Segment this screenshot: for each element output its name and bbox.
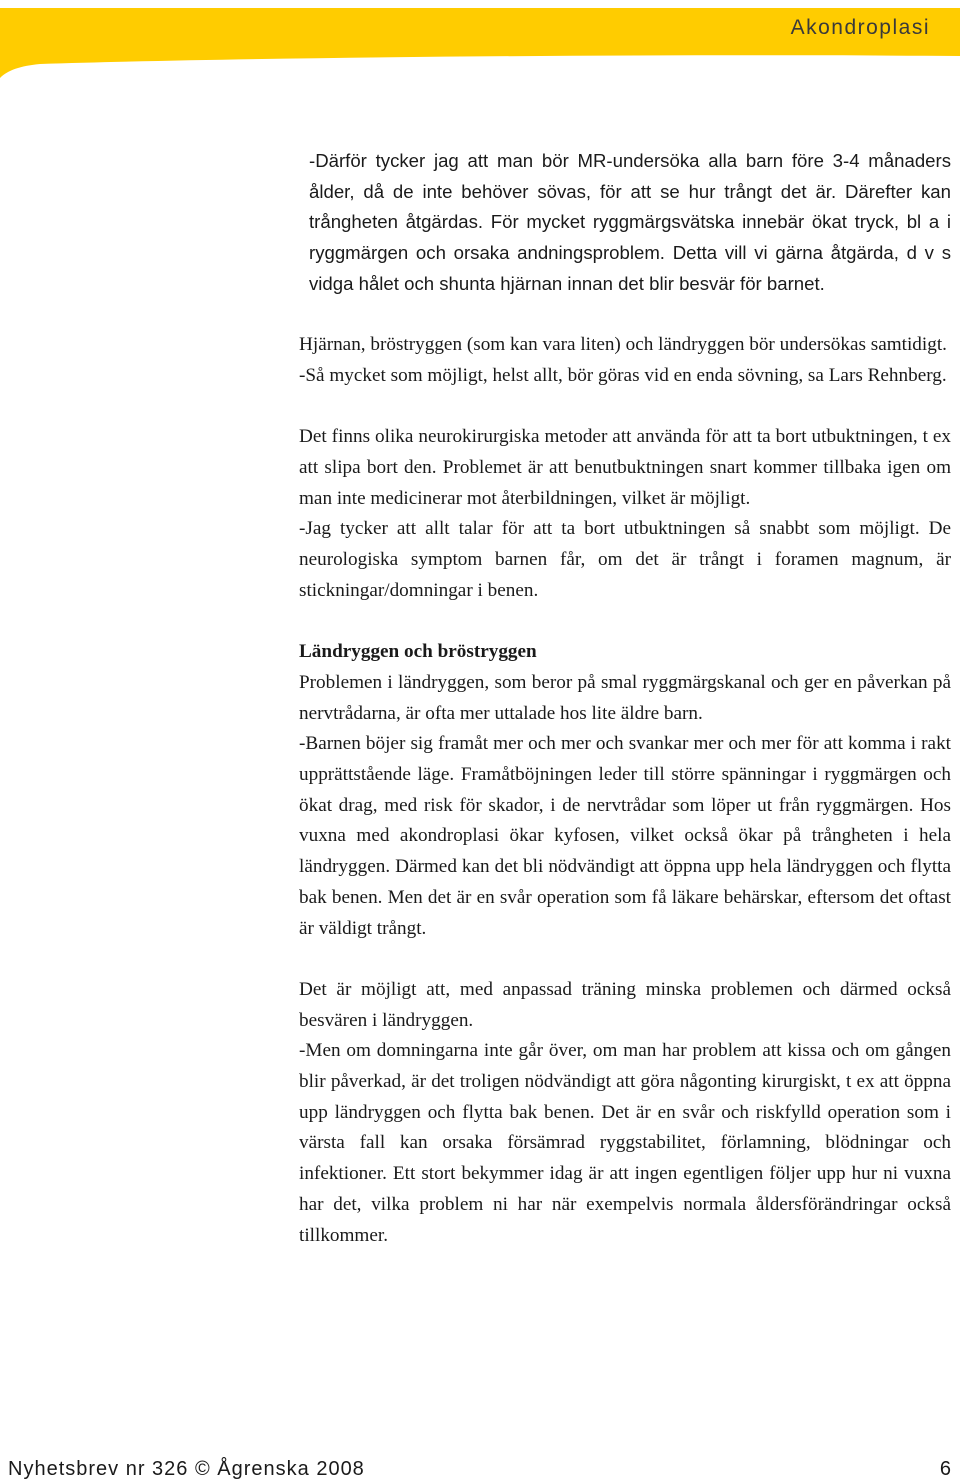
paragraph: -Så mycket som möjligt, helst allt, bör göras vid en enda sövning, sa Lars Rehnberg. [299,364,947,386]
paragraph: -Därför tycker jag att man bör MR-undersöka alla barn före 3-4 månaders ålder, då de inte behöver sövas, för att se hur trångt det är. Därefter kan trångheten åtgärdas. För mycket ryggmärgsvätska innebär ökat tryck, bl a i ryggmärgen och orsaka andningsproblem. Detta vill vi gärna åtgärda, d v s vidga hålet och shunta hjärnan innan det blir besvär för barnet. [309,150,951,294]
header-band [0,0,960,90]
section-title: Akondroplasi [790,16,930,39]
header-swoosh [0,0,960,90]
paragraph: Det är möjligt att, med anpassad träning minska problemen och därmed också besvären i ländryggen. [299,978,951,1031]
paragraph: -Barnen böjer sig framåt mer och mer och svankar mer och mer för att komma i rakt upprättstående läge. Framåtböjningen leder till större spänningar i ryggmärgen och ökat drag, med risk för skador, i de nervtrådar som löper ut från ryggmärgen. Hos vuxna med akondroplasi ökar kyfosen, vilket också ökar på trångheten i hela ländryggen. Därmed kan det bli nödvändigt att öppna upp hela ländryggen och flytta bak benen. Men det är en svår operation som få läkare behärskar, eftersom det oftast är väldigt trångt. [299,733,951,939]
paragraph: Det finns olika neurokirurgiska metoder att använda för att ta bort utbuktningen, t ex att slipa bort den. Problemet är att benutbuktningen snart kommer tillbaka igen om man inte medicinerar mot återbildningen, vilket är möjligt. [299,426,951,509]
section-heading: Ländryggen och bröstryggen [299,641,537,663]
page-number: 6 [939,1458,952,1480]
paragraph: -Men om domningarna inte går över, om man har problem att kissa och om gången blir påverkad, är det troligen nödvändigt att göra någonting kirurgiskt, t ex att öppna upp ländryggen och flytta bak benen. Det är en svår och riskfylld operation som i värsta fall kan orsaka försämrad ryggstabilitet, förlamning, blödningar och infektioner. Ett stort bekymmer idag är att ingen egentligen följer upp hur ni vuxna har det, vilka problem ni har när exempelvis normala åldersförändringar också tillkommer. [299,1040,951,1246]
paragraph: -Jag tycker att allt talar för att ta bort utbuktningen så snabbt som möjligt. De neurologiska symptom barnen får, om det är trångt i foramen magnum, är stickningar/domningar i benen. [299,518,951,601]
paragraph: Problemen i ländryggen, som beror på smal ryggmärgskanal och ger en påverkan på nervtrådarna, är ofta mer uttalade hos lite äldre barn. [299,671,951,724]
article-body [299,146,951,1251]
newsletter-credit: Nyhetsbrev nr 326 © Ågrenska 2008 [8,1458,365,1480]
paragraph: Hjärnan, bröstryggen (som kan vara liten) och ländryggen bör undersökas samtidigt. [299,334,947,356]
